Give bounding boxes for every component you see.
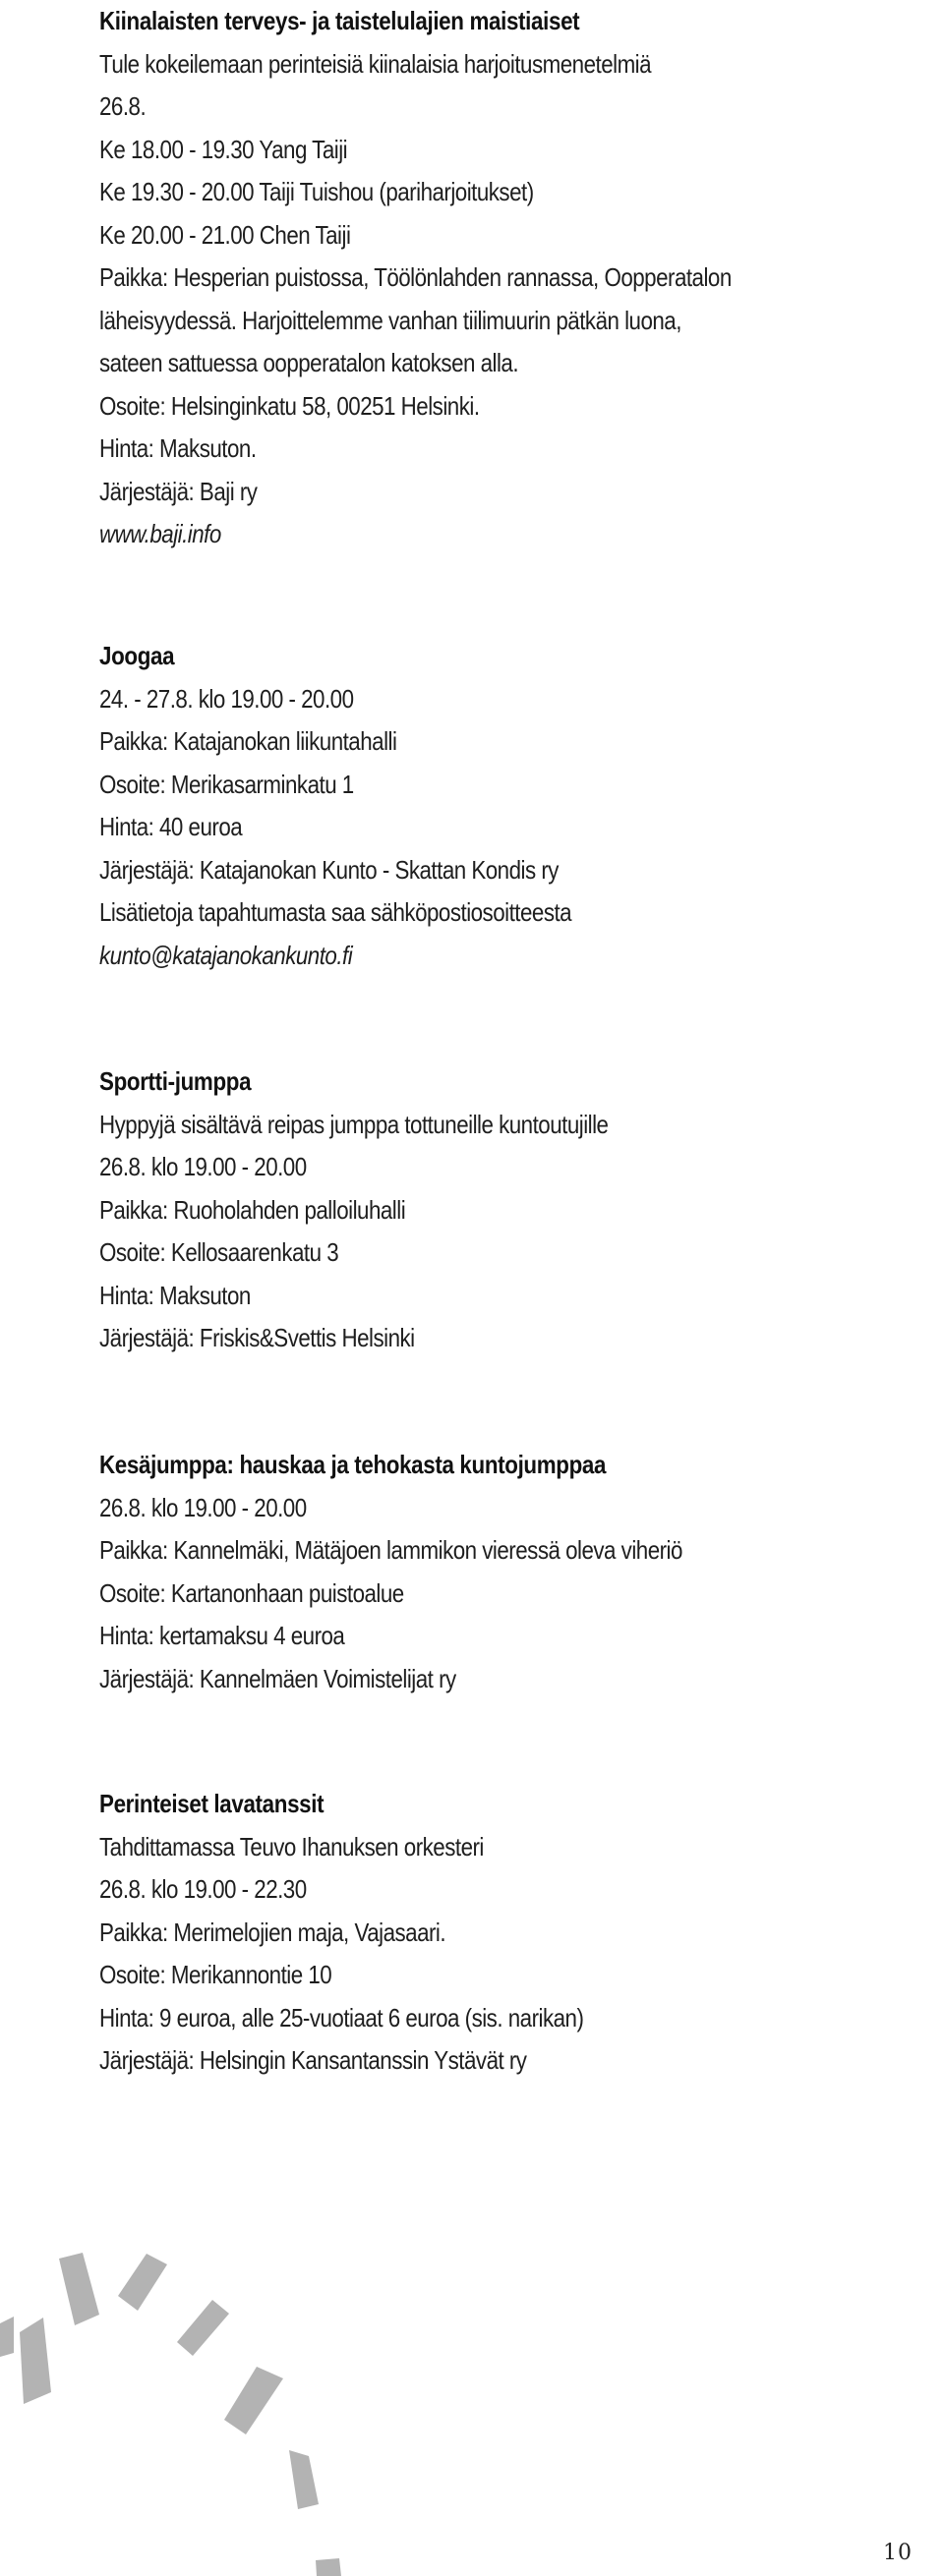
event-price: Hinta: kertamaksu 4 euroa — [99, 1621, 345, 1650]
arc-segment — [0, 2317, 14, 2357]
event-email-link[interactable]: kunto@katajanokankunto.fi — [99, 940, 353, 970]
arc-segment — [59, 2253, 99, 2325]
event-description: Tule kokeilemaan perinteisiä kiinalaisia harjoitusmenetelmiä — [99, 48, 652, 79]
event-address: Osoite: Merikannontie 10 — [99, 1960, 332, 1989]
event-date: 26.8. klo 19.00 - 20.00 — [99, 1492, 307, 1522]
event-organizer: Järjestäjä: Baji ry — [99, 476, 258, 506]
event-date: 24. - 27.8. klo 19.00 - 20.00 — [99, 683, 354, 714]
arc-segment — [316, 2558, 341, 2576]
event-more-info: Lisätietoja tapahtumasta saa sähköpostiosoitteesta — [99, 897, 572, 927]
event-organizer: Järjestäjä: Kannelmäen Voimistelijat ry — [99, 1663, 456, 1693]
page-number: 10 — [883, 2541, 913, 2565]
arc-segment — [118, 2254, 167, 2311]
event-price: Hinta: 9 euroa, alle 25-vuotiaat 6 euroa (sis. narikan) — [99, 2002, 584, 2032]
event-title: Perinteiset lavatanssit — [99, 1789, 324, 1818]
arc-segment — [289, 2450, 319, 2509]
event-title: Kesäjumppa: hauskaa ja tehokasta kuntojumppaa — [99, 1450, 607, 1479]
event-location: Paikka: Ruoholahden palloiluhalli — [99, 1194, 406, 1225]
event-address: Osoite: Kartanonhaan puistoalue — [99, 1577, 404, 1608]
event-price: Hinta: Maksuton — [99, 1280, 251, 1310]
event-title: Sportti-jumppa — [99, 1066, 252, 1096]
event-price: Hinta: 40 euroa — [99, 812, 243, 841]
event-website-link[interactable]: www.baji.info — [99, 519, 221, 548]
event-location: Paikka: Merimelojien maja, Vajasaari. — [99, 1917, 446, 1947]
event-schedule-item: Ke 19.30 - 20.00 Taiji Tuishou (pariharjoitukset) — [99, 177, 534, 206]
arc-segment — [177, 2300, 229, 2356]
event-location-continued: läheisyydessä. Harjoittelemme vanhan tiilimuurin pätkän luona, — [99, 305, 681, 335]
event-date: 26.8. klo 19.00 - 20.00 — [99, 1152, 307, 1181]
event-date: 26.8. — [99, 91, 147, 121]
event-title: Kiinalaisten terveys- ja taistelulajien maistiaiset — [99, 6, 580, 35]
event-address: Osoite: Kellosaarenkatu 3 — [99, 1237, 339, 1267]
arc-segment — [20, 2318, 51, 2404]
event-organizer: Järjestäjä: Helsingin Kansantanssin Ystävät ry — [99, 2045, 527, 2075]
event-location: Paikka: Katajanokan liikuntahalli — [99, 726, 397, 756]
event-description: Hyppyjä sisältävä reipas jumppa tottuneille kuntoutujille — [99, 1109, 609, 1139]
event-location: Paikka: Hesperian puistossa, Töölönlahden rannassa, Oopperatalon — [99, 262, 732, 292]
event-title: Joogaa — [99, 641, 175, 670]
event-price: Hinta: Maksuton. — [99, 433, 257, 463]
event-schedule-item: Ke 20.00 - 21.00 Chen Taiji — [99, 219, 351, 250]
event-date: 26.8. klo 19.00 - 22.30 — [99, 1874, 307, 1904]
event-location: Paikka: Kannelmäki, Mätäjoen lammikon vieressä oleva viheriö — [99, 1535, 682, 1565]
event-location-continued: sateen sattuessa oopperatalon katoksen alla. — [99, 348, 519, 377]
arc-segment — [224, 2367, 283, 2434]
event-address: Osoite: Helsinginkatu 58, 00251 Helsinki. — [99, 390, 480, 421]
event-schedule-item: Ke 18.00 - 19.30 Yang Taiji — [99, 134, 348, 164]
event-address: Osoite: Merikasarminkatu 1 — [99, 769, 354, 799]
event-organizer: Järjestäjä: Friskis&Svettis Helsinki — [99, 1323, 415, 1352]
event-description: Tahdittamassa Teuvo Ihanuksen orkesteri — [99, 1831, 484, 1861]
event-organizer: Järjestäjä: Katajanokan Kunto - Skattan Kondis ry — [99, 854, 559, 885]
